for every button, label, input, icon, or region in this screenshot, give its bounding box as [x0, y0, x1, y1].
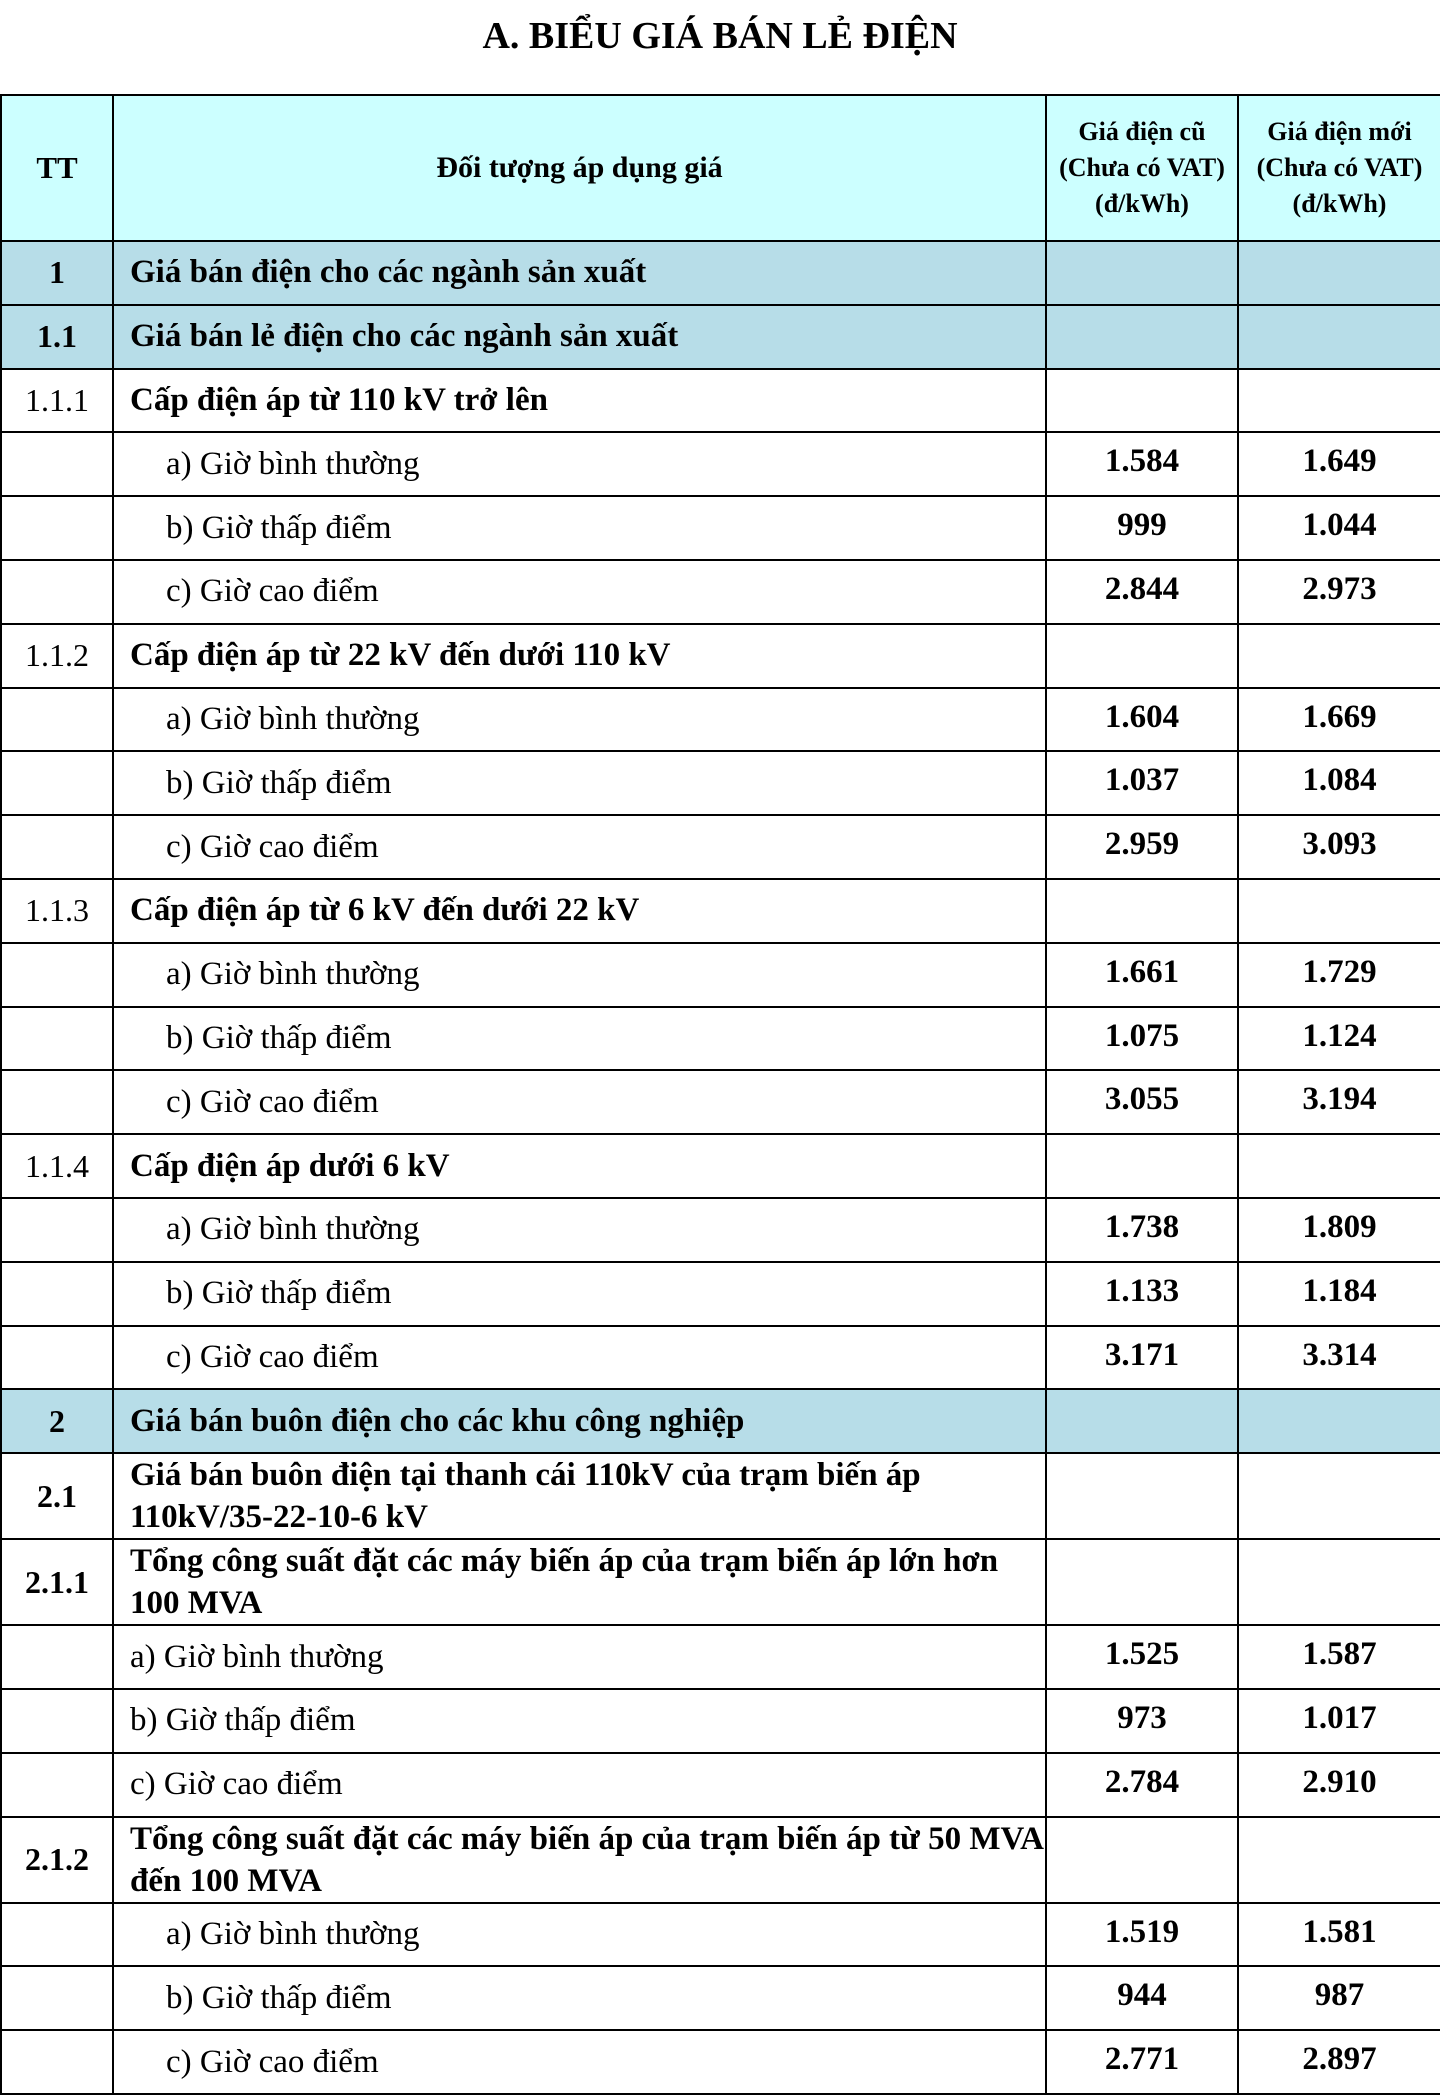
table-row	[1, 1753, 1440, 1817]
row-label: a) Giờ bình thường	[113, 1198, 1046, 1262]
row-tt	[1, 432, 113, 496]
table-row	[1, 1539, 1440, 1625]
new-price-cell: 3.314	[1238, 1326, 1440, 1390]
row-tt	[1, 1625, 113, 1689]
row-label: c) Giờ cao điểm	[113, 560, 1046, 624]
old-price-cell	[1046, 1134, 1238, 1198]
new-price-cell: 2.973	[1238, 560, 1440, 624]
table-row	[1, 879, 1440, 943]
row-label: c) Giờ cao điểm	[113, 1326, 1046, 1390]
row-tt: 1.1.2	[1, 624, 113, 688]
new-price-cell	[1238, 369, 1440, 433]
row-label: Cấp điện áp từ 110 kV trở lên	[113, 369, 1046, 433]
row-tt	[1, 815, 113, 879]
row-tt	[1, 560, 113, 624]
row-tt	[1, 1262, 113, 1326]
table-row	[1, 1966, 1440, 2030]
new-price-cell: 3.194	[1238, 1070, 1440, 1134]
row-label: b) Giờ thấp điểm	[113, 1689, 1046, 1753]
new-price-cell: 1.581	[1238, 1903, 1440, 1967]
header-tt: TT	[1, 95, 113, 241]
new-price-cell	[1238, 624, 1440, 688]
old-price-cell: 1.661	[1046, 943, 1238, 1007]
page-title: A. BIỂU GIÁ BÁN LẺ ĐIỆN	[482, 15, 958, 57]
row-tt: 2.1	[1, 1453, 113, 1539]
table-row	[1, 369, 1440, 433]
old-price-cell: 1.133	[1046, 1262, 1238, 1326]
price-table	[0, 94, 1440, 2095]
header-new-price: Giá điện mới (Chưa có VAT) (đ/kWh)	[1238, 95, 1440, 241]
table-row	[1, 1453, 1440, 1539]
row-label: a) Giờ bình thường	[113, 432, 1046, 496]
old-price-cell: 1.519	[1046, 1903, 1238, 1967]
old-price-cell: 1.075	[1046, 1007, 1238, 1071]
row-label: a) Giờ bình thường	[113, 1903, 1046, 1967]
old-price-cell	[1046, 241, 1238, 305]
row-tt	[1, 1903, 113, 1967]
old-price-cell	[1046, 305, 1238, 369]
row-label: b) Giờ thấp điểm	[113, 1007, 1046, 1071]
row-tt	[1, 1326, 113, 1390]
old-price-cell	[1046, 1389, 1238, 1453]
old-price-cell: 1.604	[1046, 688, 1238, 752]
row-label: c) Giờ cao điểm	[113, 2030, 1046, 2094]
new-price-cell	[1238, 1817, 1440, 1903]
row-tt: 2.1.2	[1, 1817, 113, 1903]
row-label: a) Giờ bình thường	[113, 943, 1046, 1007]
row-label: Cấp điện áp từ 6 kV đến dưới 22 kV	[113, 879, 1046, 943]
old-price-cell: 973	[1046, 1689, 1238, 1753]
row-tt: 1.1.1	[1, 369, 113, 433]
table-row	[1, 560, 1440, 624]
row-label: Giá bán điện cho các ngành sản xuất	[113, 241, 1046, 305]
row-tt	[1, 1966, 113, 2030]
row-label: b) Giờ thấp điểm	[113, 496, 1046, 560]
old-price-cell: 2.771	[1046, 2030, 1238, 2094]
table-row	[1, 305, 1440, 369]
table-row	[1, 496, 1440, 560]
row-label: Giá bán buôn điện tại thanh cái 110kV của trạm biến áp 110kV/35-22-10-6 kV	[113, 1453, 1046, 1539]
row-tt	[1, 688, 113, 752]
old-price-cell	[1046, 879, 1238, 943]
new-price-cell: 1.809	[1238, 1198, 1440, 1262]
header-old-price: Giá điện cũ (Chưa có VAT) (đ/kWh)	[1046, 95, 1238, 241]
table-row	[1, 432, 1440, 496]
row-tt: 1.1.3	[1, 879, 113, 943]
old-price-cell: 1.584	[1046, 432, 1238, 496]
header-object: Đối tượng áp dụng giá	[113, 95, 1046, 241]
new-price-cell: 2.910	[1238, 1753, 1440, 1817]
new-price-cell	[1238, 241, 1440, 305]
new-price-cell: 1.649	[1238, 432, 1440, 496]
row-tt: 2	[1, 1389, 113, 1453]
table-row	[1, 1389, 1440, 1453]
table-row	[1, 1134, 1440, 1198]
old-price-cell	[1046, 624, 1238, 688]
table-row	[1, 241, 1440, 305]
old-price-cell: 1.525	[1046, 1625, 1238, 1689]
row-tt: 1.1	[1, 305, 113, 369]
row-tt	[1, 1070, 113, 1134]
row-label: b) Giờ thấp điểm	[113, 1262, 1046, 1326]
old-price-cell	[1046, 1539, 1238, 1625]
row-label: c) Giờ cao điểm	[113, 1753, 1046, 1817]
row-tt: 1	[1, 241, 113, 305]
new-price-cell: 1.124	[1238, 1007, 1440, 1071]
new-price-cell	[1238, 1134, 1440, 1198]
table-row	[1, 1198, 1440, 1262]
old-price-cell	[1046, 1817, 1238, 1903]
table-row	[1, 1326, 1440, 1390]
row-label: c) Giờ cao điểm	[113, 815, 1046, 879]
row-tt	[1, 943, 113, 1007]
new-price-cell: 1.729	[1238, 943, 1440, 1007]
old-price-cell: 944	[1046, 1966, 1238, 2030]
row-tt	[1, 751, 113, 815]
old-price-cell: 2.959	[1046, 815, 1238, 879]
table-row	[1, 1625, 1440, 1689]
new-price-cell: 1.084	[1238, 751, 1440, 815]
row-tt	[1, 496, 113, 560]
row-label: Giá bán buôn điện cho các khu công nghiệp	[113, 1389, 1046, 1453]
new-price-cell	[1238, 879, 1440, 943]
table-row	[1, 1689, 1440, 1753]
table-row	[1, 1007, 1440, 1071]
row-tt	[1, 1198, 113, 1262]
old-price-cell: 999	[1046, 496, 1238, 560]
row-label: b) Giờ thấp điểm	[113, 1966, 1046, 2030]
table-row	[1, 688, 1440, 752]
row-tt	[1, 1689, 113, 1753]
new-price-cell: 2.897	[1238, 2030, 1440, 2094]
new-price-cell: 3.093	[1238, 815, 1440, 879]
table-row	[1, 1070, 1440, 1134]
row-label: c) Giờ cao điểm	[113, 1070, 1046, 1134]
row-label: a) Giờ bình thường	[113, 688, 1046, 752]
old-price-cell: 1.738	[1046, 1198, 1238, 1262]
new-price-cell: 1.044	[1238, 496, 1440, 560]
old-price-cell: 1.037	[1046, 751, 1238, 815]
row-tt	[1, 1007, 113, 1071]
row-label: a) Giờ bình thường	[113, 1625, 1046, 1689]
old-price-cell: 2.784	[1046, 1753, 1238, 1817]
table-row	[1, 815, 1440, 879]
new-price-cell	[1238, 1389, 1440, 1453]
table-header-row	[1, 95, 1440, 241]
old-price-cell: 2.844	[1046, 560, 1238, 624]
row-label: Cấp điện áp dưới 6 kV	[113, 1134, 1046, 1198]
new-price-cell	[1238, 1453, 1440, 1539]
table-row	[1, 1262, 1440, 1326]
row-label: Cấp điện áp từ 22 kV đến dưới 110 kV	[113, 624, 1046, 688]
table-row	[1, 1817, 1440, 1903]
old-price-cell	[1046, 1453, 1238, 1539]
new-price-cell: 987	[1238, 1966, 1440, 2030]
row-label: b) Giờ thấp điểm	[113, 751, 1046, 815]
row-label: Tổng công suất đặt các máy biến áp của trạm biến áp từ 50 MVA đến 100 MVA	[113, 1817, 1046, 1903]
old-price-cell: 3.171	[1046, 1326, 1238, 1390]
new-price-cell: 1.669	[1238, 688, 1440, 752]
new-price-cell: 1.184	[1238, 1262, 1440, 1326]
row-label: Giá bán lẻ điện cho các ngành sản xuất	[113, 305, 1046, 369]
row-label: Tổng công suất đặt các máy biến áp của trạm biến áp lớn hơn 100 MVA	[113, 1539, 1046, 1625]
table-row	[1, 751, 1440, 815]
new-price-cell	[1238, 1539, 1440, 1625]
table-row	[1, 1903, 1440, 1967]
new-price-cell	[1238, 305, 1440, 369]
table-row	[1, 2030, 1440, 2094]
old-price-cell	[1046, 369, 1238, 433]
table-row	[1, 943, 1440, 1007]
old-price-cell: 3.055	[1046, 1070, 1238, 1134]
table-row	[1, 624, 1440, 688]
row-tt	[1, 1753, 113, 1817]
row-tt: 1.1.4	[1, 1134, 113, 1198]
row-tt	[1, 2030, 113, 2094]
table-body	[1, 241, 1440, 2094]
new-price-cell: 1.017	[1238, 1689, 1440, 1753]
row-tt: 2.1.1	[1, 1539, 113, 1625]
new-price-cell: 1.587	[1238, 1625, 1440, 1689]
